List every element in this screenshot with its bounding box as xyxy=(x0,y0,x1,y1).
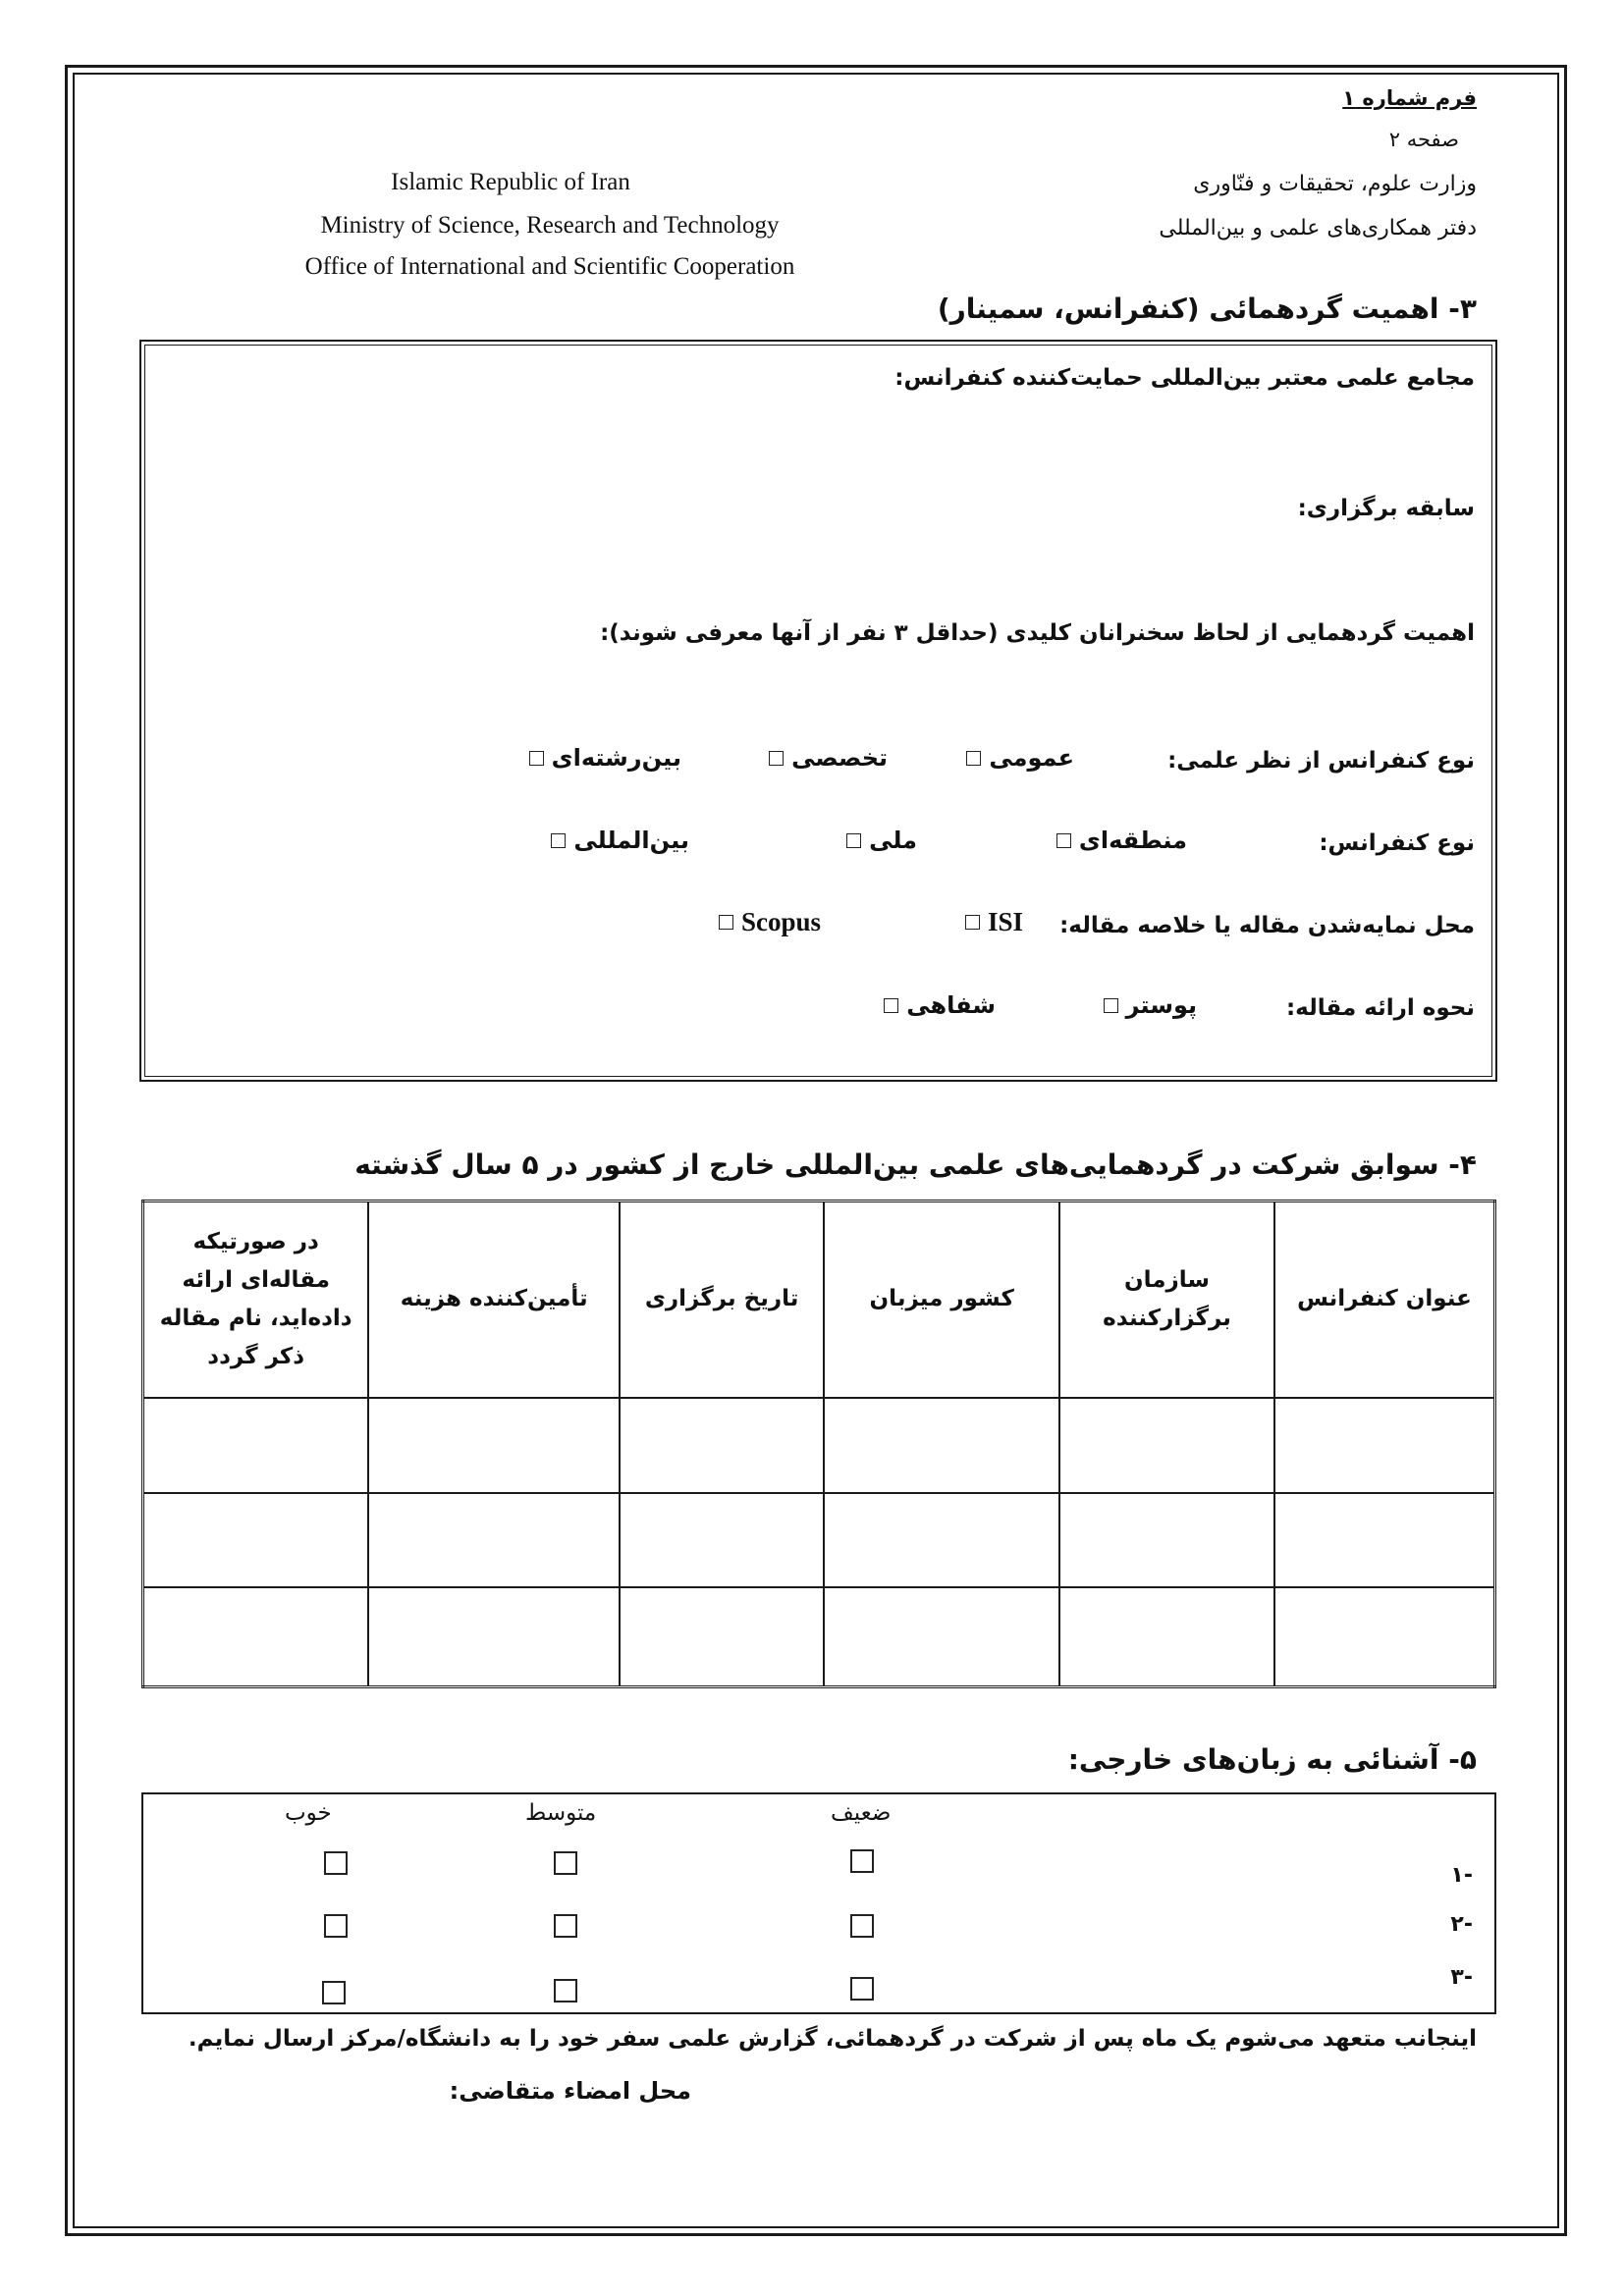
table-row xyxy=(143,1493,1495,1588)
checkbox-lang2-medium[interactable] xyxy=(554,1914,577,1938)
col-conference-title: عنوان کنفرانس xyxy=(1274,1201,1495,1399)
scientific-type-label: نوع کنفرانس از نظر علمی: xyxy=(1167,748,1475,774)
option-general[interactable]: عمومی xyxy=(966,744,1074,772)
checkbox-lang2-weak[interactable] xyxy=(850,1914,874,1938)
table-cell[interactable] xyxy=(368,1398,620,1493)
form-number: فرم شماره ۱ xyxy=(1342,86,1477,110)
option-international[interactable]: بین‌المللی xyxy=(551,827,689,854)
checkbox-regional[interactable] xyxy=(1056,833,1071,848)
conference-type-label: نوع کنفرانس: xyxy=(1319,830,1475,856)
col-funder: تأمین‌کننده هزینه xyxy=(368,1201,620,1399)
table-cell[interactable] xyxy=(824,1398,1059,1493)
level-weak: ضعیف xyxy=(831,1800,892,1826)
checkbox-international[interactable] xyxy=(551,833,566,848)
table-cell[interactable] xyxy=(143,1398,369,1493)
section3-title: ۳- اهمیت گردهمائی (کنفرانس، سمینار) xyxy=(937,293,1477,325)
table-row xyxy=(143,1398,1495,1493)
table-cell[interactable] xyxy=(1274,1398,1495,1493)
language-row-3-label: -۳ xyxy=(1450,1965,1473,1990)
ministry-name-fa: وزارت علوم، تحقیقات و فنّاوری xyxy=(1193,172,1477,196)
option-oral[interactable]: شفاهی xyxy=(884,991,996,1019)
col-organizer: سازمان برگزارکننده xyxy=(1059,1201,1274,1399)
checkbox-poster[interactable] xyxy=(1104,998,1118,1013)
checkbox-specialized[interactable] xyxy=(769,751,784,766)
table-cell[interactable] xyxy=(1059,1398,1274,1493)
table-row xyxy=(143,1587,1495,1686)
speakers-label: اهمیت گردهمایی از لحاظ سخنرانان کلیدی (حداقل ۳ نفر از آنها معرفی شوند): xyxy=(600,620,1475,646)
page-number: صفحه ۲ xyxy=(1388,128,1459,151)
checkbox-general[interactable] xyxy=(966,751,981,766)
col-date: تاریخ برگزاری xyxy=(620,1201,824,1399)
language-row-1-label: -۱ xyxy=(1450,1863,1473,1888)
sponsors-label: مجامع علمی معتبر بین‌المللی حمایت‌کننده کنفرانس: xyxy=(894,365,1475,391)
checkbox-lang1-weak[interactable] xyxy=(850,1849,874,1873)
col-host-country: کشور میزبان xyxy=(824,1201,1059,1399)
checkbox-lang3-weak[interactable] xyxy=(850,1977,874,2001)
table-cell[interactable] xyxy=(1274,1587,1495,1686)
table-cell[interactable] xyxy=(620,1493,824,1588)
option-regional[interactable]: منطقه‌ای xyxy=(1056,827,1187,854)
table-cell[interactable] xyxy=(368,1587,620,1686)
section4-title: ۴- سوابق شرکت در گردهمایی‌های علمی بین‌المللی خارج از کشور در ۵ سال گذشته xyxy=(354,1148,1477,1181)
republic-name-en: Islamic Republic of Iran xyxy=(391,169,630,195)
table-cell[interactable] xyxy=(1059,1493,1274,1588)
checkbox-isi[interactable] xyxy=(965,915,980,930)
table-cell[interactable] xyxy=(620,1398,824,1493)
ministry-name-en: Ministry of Science, Research and Technology xyxy=(320,212,780,239)
option-isi[interactable]: ISI xyxy=(965,907,1023,937)
table-cell[interactable] xyxy=(824,1587,1059,1686)
option-interdisciplinary[interactable]: بین‌رشته‌ای xyxy=(529,744,681,772)
commitment-statement: اینجانب متعهد می‌شوم یک ماه پس از شرکت در گردهمائی، گزارش علمی سفر خود را به دانشگاه/مرکز ارسال نمایم. xyxy=(188,2026,1477,2052)
checkbox-lang3-good[interactable] xyxy=(322,1981,346,2004)
indexing-label: محل نمایه‌شدن مقاله یا خلاصه مقاله: xyxy=(1059,913,1475,938)
table-cell[interactable] xyxy=(824,1493,1059,1588)
option-national[interactable]: ملی xyxy=(846,827,917,854)
checkbox-lang1-medium[interactable] xyxy=(554,1851,577,1875)
option-specialized[interactable]: تخصصی xyxy=(769,744,888,772)
table-cell[interactable] xyxy=(1274,1493,1495,1588)
col-paper: در صورتیکه مقاله‌ای ارائه داده‌اید، نام مقاله ذکر گردد xyxy=(143,1201,369,1399)
signature-label: محل امضاء متقاضی: xyxy=(449,2077,691,2105)
checkbox-lang3-medium[interactable] xyxy=(554,1979,577,2002)
office-name-en: Office of International and Scientific Cooperation xyxy=(304,253,795,280)
table-cell[interactable] xyxy=(620,1587,824,1686)
section3-box xyxy=(139,340,1497,1082)
language-row-2-label: -۲ xyxy=(1450,1912,1473,1937)
conference-history-table xyxy=(141,1200,1496,1688)
checkbox-oral[interactable] xyxy=(884,998,898,1013)
section5-title: ۵- آشنائی به زبان‌های خارجی: xyxy=(1067,1743,1477,1776)
table-cell[interactable] xyxy=(143,1587,369,1686)
level-medium: متوسط xyxy=(525,1800,597,1826)
level-good: خوب xyxy=(285,1800,332,1826)
history-label: سابقه برگزاری: xyxy=(1297,496,1475,521)
checkbox-scopus[interactable] xyxy=(719,915,733,930)
checkbox-interdisciplinary[interactable] xyxy=(529,751,544,766)
checkbox-lang2-good[interactable] xyxy=(324,1914,348,1938)
table-cell[interactable] xyxy=(1059,1587,1274,1686)
checkbox-national[interactable] xyxy=(846,833,861,848)
checkbox-lang1-good[interactable] xyxy=(324,1851,348,1875)
office-name-fa: دفتر همکاری‌های علمی و بین‌المللی xyxy=(1159,216,1477,240)
option-scopus[interactable]: Scopus xyxy=(719,907,821,937)
presentation-label: نحوه ارائه مقاله: xyxy=(1285,995,1475,1021)
table-header-row xyxy=(143,1201,1495,1399)
table-cell[interactable] xyxy=(143,1493,369,1588)
option-poster[interactable]: پوستر xyxy=(1104,991,1197,1019)
table-cell[interactable] xyxy=(368,1493,620,1588)
